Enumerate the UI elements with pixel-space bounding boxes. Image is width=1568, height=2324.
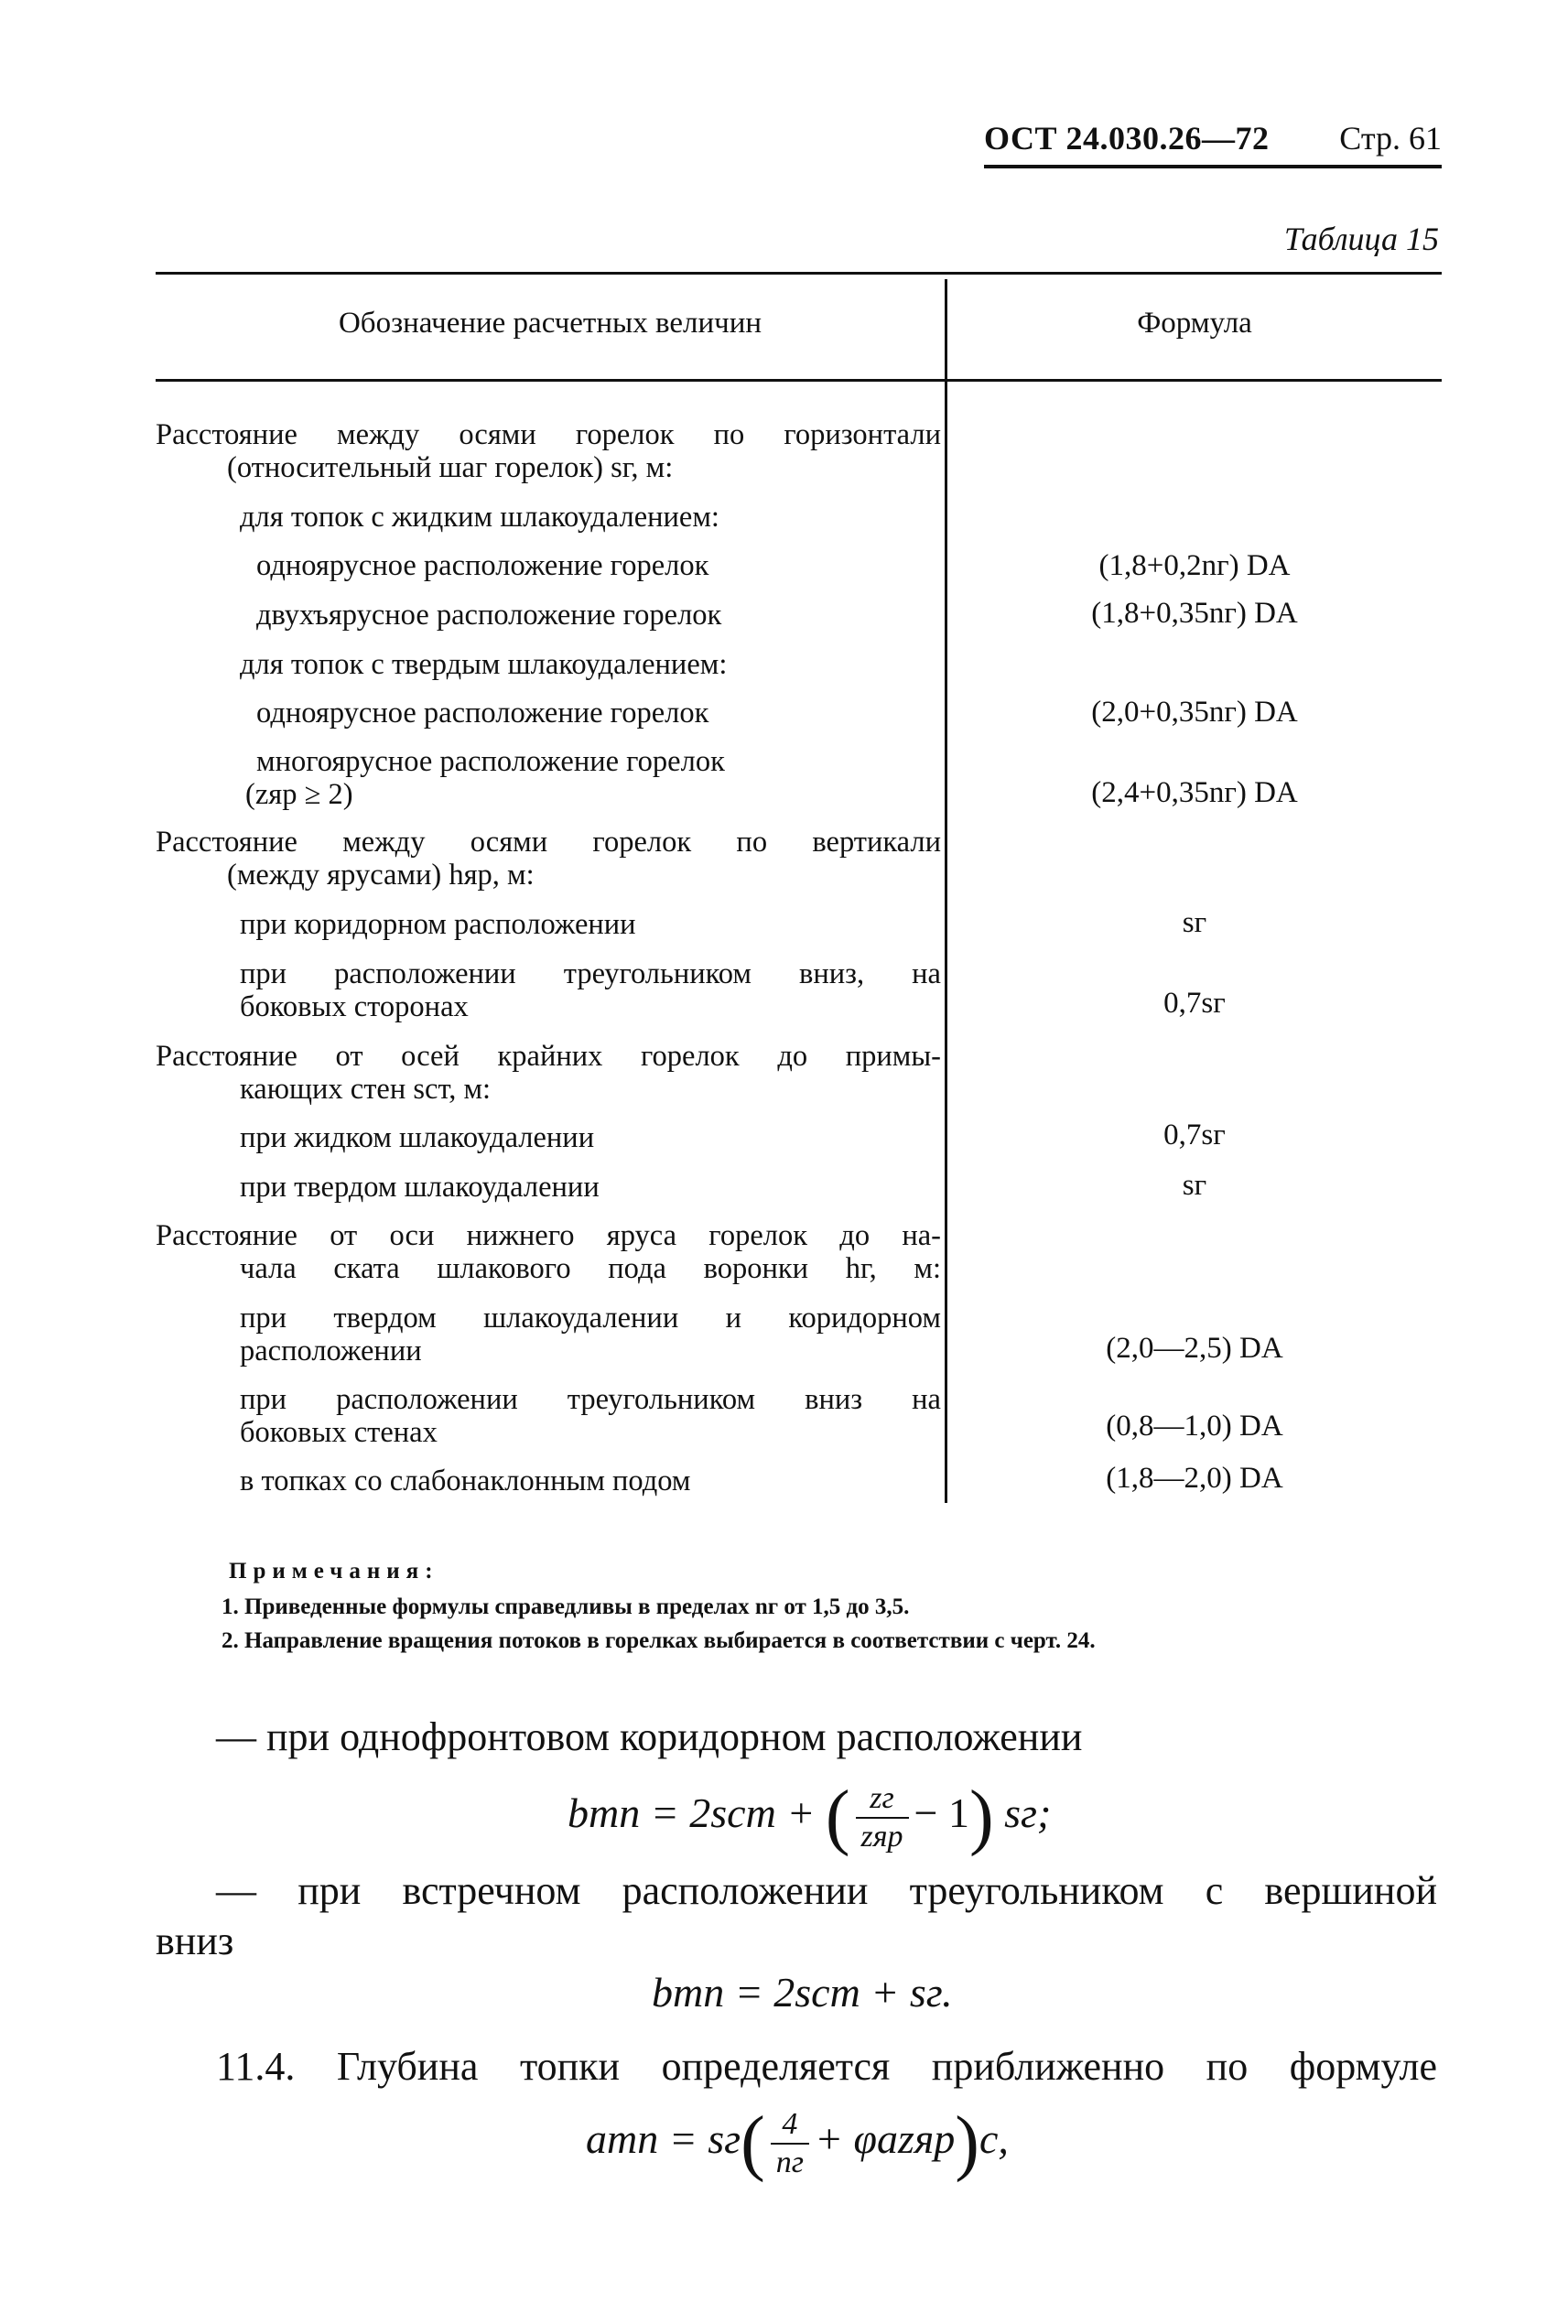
fraction — [771, 2106, 809, 2181]
paren-close: ) — [955, 2102, 979, 2183]
subsection-liquid-slag: для топок с жидким шлакоудалением: — [240, 501, 719, 534]
paren-open: ( — [825, 1777, 850, 1857]
table-column-divider — [945, 279, 947, 1503]
page-header — [984, 119, 1442, 165]
fraction-denominator: nг — [775, 2145, 805, 2179]
paren-open: ( — [741, 2102, 765, 2183]
column-header-quantities: Обозначение расчетных величин — [338, 307, 762, 340]
row-formula: (1,8—2,0) DA — [1106, 1462, 1283, 1495]
equation-3-term: + φazяр — [815, 2115, 956, 2163]
row-formula: sг — [1182, 906, 1207, 939]
section-heading-wall-distance-cont: кающих стен sст, м: — [240, 1073, 492, 1106]
equation-1 — [568, 1776, 1051, 1859]
section-heading-vertical-spacing: Расстояние между осями горелок по вертикали — [156, 826, 941, 859]
document-code: ОСТ 24.030.26—72 — [984, 120, 1270, 157]
note-2: 2. Направление вращения потоков в горелках выбирается в соответствии с черт. 24. — [222, 1628, 1096, 1653]
fraction-denominator: zяр — [860, 1819, 903, 1854]
row-label: многоярусное расположение горелок — [256, 745, 725, 778]
row-formula: (2,4+0,35nг) DA — [1091, 776, 1298, 809]
section-heading-wall-distance: Расстояние от осей крайних горелок до примы- — [156, 1040, 941, 1073]
fraction-numerator: zг — [856, 1780, 909, 1819]
equation-1-term: = 2sст + — [650, 1789, 816, 1837]
row-label: одноярусное расположение горелок — [256, 697, 709, 730]
row-formula: 0,7sг — [1163, 1119, 1226, 1151]
row-label: одноярусное расположение горелок — [256, 549, 709, 582]
section-heading-vertical-spacing-cont: (между ярусами) hяр, м: — [227, 859, 535, 892]
row-formula: 0,7sг — [1163, 987, 1226, 1020]
note-1: 1. Приведенные формулы справедливы в пределах nг от 1,5 до 3,5. — [222, 1594, 910, 1619]
fraction — [856, 1780, 909, 1855]
row-formula: (1,8+0,35nг) DA — [1091, 597, 1298, 630]
row-label-cont: расположении — [240, 1335, 422, 1367]
paragraph-11-4: 11.4. Глубина топки определяется приближенно по формуле — [216, 2044, 1437, 2089]
section-heading-horizontal-spacing-cont: (относительный шаг горелок) sг, м: — [227, 451, 674, 484]
equation-3-lhs: aтп = sг — [586, 2115, 741, 2163]
section-heading-lower-tier-cont: чала ската шлакового пода воронки hг, м: — [240, 1252, 941, 1285]
paragraph-opposed: — при встречном расположении треугольником с вершиной — [216, 1868, 1437, 1913]
row-label: при расположении треугольником вниз на — [240, 1383, 941, 1416]
equation-1-term: − 1 — [914, 1789, 969, 1837]
paragraph-single-front: — при однофронтовом коридорном расположении — [216, 1714, 1083, 1759]
row-label: двухъярусное расположение горелок — [256, 599, 722, 632]
row-label: при жидком шлакоудалении — [240, 1121, 595, 1154]
equation-1-tail: sг; — [1004, 1789, 1052, 1837]
table-caption: Таблица 15 — [1283, 221, 1439, 257]
column-header-formula: Формула — [1137, 307, 1252, 340]
row-label: при твердом шлакоудалении — [240, 1171, 600, 1204]
equation-2: bтп = 2sст + sг. — [652, 1969, 953, 2016]
subsection-solid-slag: для топок с твердым шлакоудалением: — [240, 648, 728, 681]
section-heading-horizontal-spacing: Расстояние между осями горелок по горизонтали — [156, 418, 941, 451]
row-label: при коридорном расположении — [240, 908, 636, 941]
row-label: при расположении треугольником вниз, на — [240, 957, 941, 990]
section-heading-lower-tier: Расстояние от оси нижнего яруса горелок до на- — [156, 1219, 941, 1252]
paragraph-opposed-cont: вниз — [156, 1919, 234, 1963]
equation-1-lhs: bтп — [568, 1789, 641, 1837]
fraction-numerator: 4 — [771, 2106, 809, 2145]
header-rule — [984, 165, 1442, 168]
equation-3 — [586, 2102, 1009, 2185]
row-formula: sг — [1182, 1169, 1207, 1202]
page-number: Стр. 61 — [1339, 120, 1442, 157]
table-header-rule — [156, 379, 1442, 382]
paren-close: ) — [969, 1777, 994, 1857]
equation-3-tail: c, — [979, 2115, 1009, 2163]
row-label: при твердом шлакоудалении и коридорном — [240, 1302, 941, 1335]
row-formula: (2,0—2,5) DA — [1106, 1332, 1283, 1365]
row-label: в топках со слабонаклонным подом — [240, 1465, 691, 1497]
row-label-cont: боковых сторонах — [240, 990, 469, 1023]
notes-title: Примечания: — [229, 1559, 439, 1584]
row-label-cont: (zяр ≥ 2) — [245, 778, 353, 811]
row-formula: (2,0+0,35nг) DA — [1091, 696, 1298, 729]
row-label-cont: боковых стенах — [240, 1416, 438, 1449]
table-top-rule — [156, 272, 1442, 275]
row-formula: (1,8+0,2nг) DA — [1098, 549, 1291, 582]
row-formula: (0,8—1,0) DA — [1106, 1410, 1283, 1443]
